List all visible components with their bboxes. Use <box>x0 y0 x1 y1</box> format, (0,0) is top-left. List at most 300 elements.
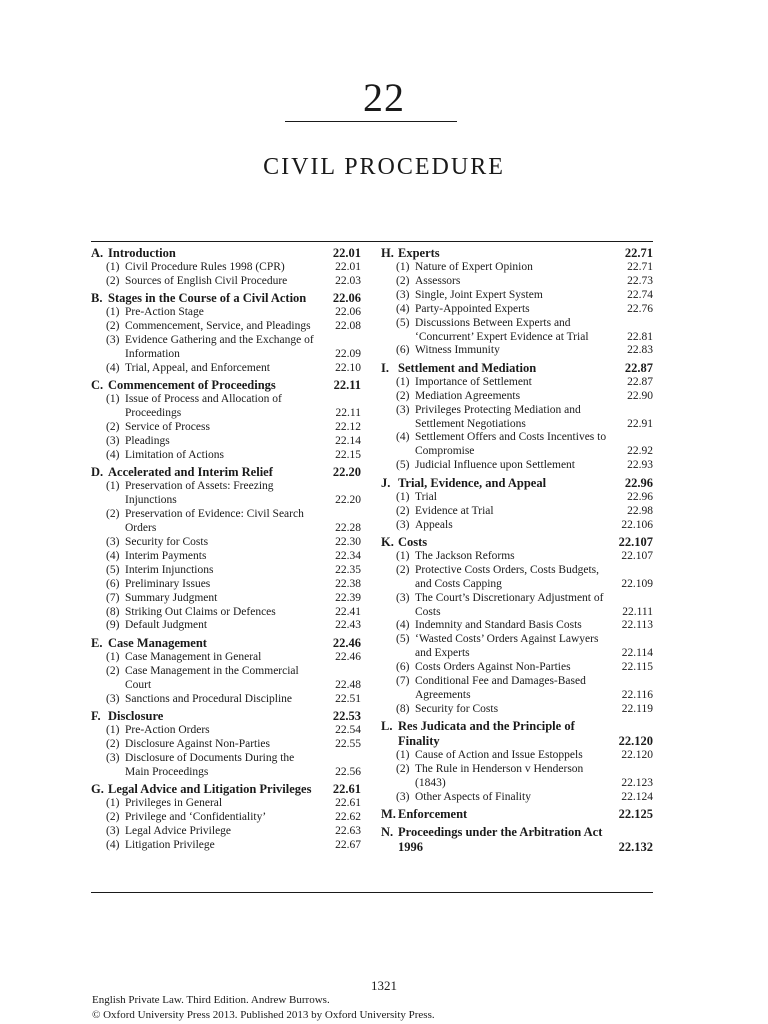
toc-subsection-entry <box>91 606 361 620</box>
toc-subsection-entry <box>91 578 361 592</box>
toc-entry-text <box>91 651 319 665</box>
toc-entry-text <box>91 508 319 536</box>
toc-section-heading <box>381 361 653 376</box>
toc-entry-title: Other Aspects of Finality <box>415 791 531 803</box>
toc-subsection-entry <box>381 289 653 303</box>
toc-section-letter: K. <box>381 534 394 549</box>
toc-entry-text <box>91 797 319 811</box>
toc-entry-title: Disclosure <box>108 708 164 723</box>
toc-paragraph-number: 22.106 <box>621 518 653 531</box>
toc-subsection-number: (1) <box>106 480 120 493</box>
toc-entry-text <box>91 636 319 651</box>
toc-subsection-entry <box>91 480 361 508</box>
toc-entry-text <box>381 535 611 550</box>
toc-entry-text <box>91 275 319 289</box>
toc-entry-title: Case Management in General <box>125 650 262 663</box>
toc-section-letter: D. <box>91 465 104 480</box>
toc-section-letter: N. <box>381 824 394 839</box>
toc-entry-title: Nature of Expert Opinion <box>415 261 533 273</box>
toc-subsection-number: (6) <box>106 577 120 590</box>
toc-paragraph-number: 22.61 <box>332 782 361 797</box>
toc-paragraph-number: 22.92 <box>627 445 653 458</box>
toc-subsection-entry <box>91 752 361 780</box>
toc-paragraph-number: 22.20 <box>335 494 361 507</box>
toc-paragraph-number: 22.06 <box>332 291 361 306</box>
toc-subsection-number: (4) <box>396 302 410 315</box>
toc-entry-text <box>91 738 319 752</box>
toc-entry-title: Privilege and ‘Confidentiality’ <box>125 811 267 823</box>
toc-paragraph-number: 22.116 <box>621 688 653 701</box>
toc-entry-title: Issue of Process and Allocation of Proceedings <box>125 393 282 420</box>
toc-subsection-entry <box>381 431 653 459</box>
toc-subsection-number: (3) <box>106 692 120 705</box>
footer-line-2: © Oxford University Press 2013. Published 2013 by Oxford University Press. <box>92 1009 435 1021</box>
toc-entry-text <box>381 344 611 358</box>
toc-subsection-entry <box>91 665 361 693</box>
toc-subsection-entry <box>381 564 653 592</box>
toc-entry-title: Importance of Settlement <box>415 375 532 388</box>
toc-entry-text <box>91 261 319 275</box>
toc-entry-title: Case Management <box>108 635 207 650</box>
toc-paragraph-number: 22.124 <box>621 791 653 803</box>
toc-paragraph-number: 22.73 <box>627 274 653 287</box>
toc-entry-text <box>381 289 611 303</box>
toc-entry-text <box>381 317 611 345</box>
toc-entry-title: Sanctions and Procedural Discipline <box>125 692 293 705</box>
toc-top-rule <box>91 241 653 242</box>
toc-subsection-entry <box>381 791 653 805</box>
toc-entry-text <box>91 306 319 320</box>
toc-subsection-entry <box>381 344 653 358</box>
toc-section-letter: M. <box>381 807 396 822</box>
toc-paragraph-number: 22.15 <box>335 448 361 461</box>
toc-entry-title: Disclosure Against Non-Parties <box>125 737 271 750</box>
toc-subsection-number: (4) <box>106 361 120 374</box>
toc-entry-title: Interim Payments <box>125 549 207 562</box>
toc-entry-title: Witness Immunity <box>415 344 500 357</box>
toc-entry-text <box>91 536 319 550</box>
toc-entry-text <box>91 378 319 393</box>
toc-entry-title: Enforcement <box>398 807 468 822</box>
toc-section-letter: A. <box>91 246 104 260</box>
toc-entry-text <box>381 491 611 505</box>
toc-paragraph-number: 22.39 <box>335 591 361 604</box>
toc-subsection-number: (4) <box>106 838 120 851</box>
toc-paragraph-number: 22.28 <box>335 522 361 535</box>
toc-subsection-entry <box>381 390 653 404</box>
toc-paragraph-number: 22.93 <box>627 459 653 472</box>
toc-subsection-number: (2) <box>106 274 120 287</box>
toc-entry-text <box>381 404 611 432</box>
toc-subsection-number: (3) <box>396 591 410 604</box>
toc-section-letter: E. <box>91 635 103 650</box>
toc-paragraph-number: 22.12 <box>335 421 361 434</box>
toc-subsection-entry <box>381 275 653 289</box>
toc-subsection-number: (1) <box>106 723 120 736</box>
toc-entry-text <box>91 449 319 463</box>
toc-subsection-number: (9) <box>106 619 120 632</box>
toc-entry-text <box>381 703 611 717</box>
toc-entry-title: Summary Judgment <box>125 591 218 604</box>
toc-paragraph-number: 22.81 <box>627 330 653 343</box>
toc-paragraph-number: 22.38 <box>335 577 361 590</box>
toc-subsection-entry <box>381 519 653 533</box>
toc-paragraph-number: 22.63 <box>335 824 361 837</box>
toc-entry-text <box>381 476 611 491</box>
toc-subsection-entry <box>381 592 653 620</box>
toc-paragraph-number: 22.35 <box>335 563 361 576</box>
toc-subsection-entry <box>91 825 361 839</box>
toc-subsection-number: (1) <box>396 549 410 562</box>
toc-subsection-entry <box>91 592 361 606</box>
toc-entry-text <box>91 550 319 564</box>
toc-subsection-entry <box>91 435 361 449</box>
toc-entry-title: Evidence Gathering and the Exchange of Information <box>125 334 314 361</box>
toc-subsection-number: (1) <box>106 393 120 406</box>
toc-section-letter: G. <box>91 782 104 797</box>
toc-entry-title: Res Judicata and the Principle of Finality <box>398 719 575 749</box>
toc-entry-title: Costs <box>398 534 428 549</box>
toc-subsection-number: (2) <box>106 737 120 750</box>
toc-section-heading <box>381 246 653 261</box>
toc-subsection-number: (3) <box>396 791 410 803</box>
toc-subsection-number: (2) <box>106 320 120 333</box>
toc-entry-title: Case Management in the Commercial Court <box>125 664 299 691</box>
toc-entry-title: Stages in the Course of a Civil Action <box>108 291 307 306</box>
toc-paragraph-number: 22.09 <box>335 348 361 361</box>
toc-entry-title: Sources of English Civil Procedure <box>125 274 288 287</box>
toc-paragraph-number: 22.43 <box>335 619 361 632</box>
toc-entry-title: Striking Out Claims or Defences <box>125 605 276 618</box>
toc-entry-title: Legal Advice and Litigation Privileges <box>108 782 312 797</box>
toc-subsection-entry <box>381 703 653 717</box>
toc-paragraph-number: 22.109 <box>621 577 653 590</box>
toc-paragraph-number: 22.123 <box>621 777 653 790</box>
toc-subsection-number: (2) <box>396 274 410 287</box>
chapter-number: 22 <box>363 75 405 120</box>
toc-paragraph-number: 22.96 <box>627 490 653 503</box>
toc-entry-text <box>91 825 319 839</box>
toc-subsection-entry <box>381 404 653 432</box>
toc-entry-title: Experts <box>398 246 440 260</box>
toc-entry-title: Pleadings <box>125 435 170 448</box>
toc-subsection-entry <box>91 536 361 550</box>
toc-paragraph-number: 22.71 <box>624 246 653 260</box>
toc-paragraph-number: 22.20 <box>332 465 361 480</box>
toc-entry-text <box>381 807 611 822</box>
toc-paragraph-number: 22.51 <box>335 692 361 705</box>
toc-entry-text <box>381 791 611 805</box>
toc-paragraph-number: 22.41 <box>335 605 361 618</box>
toc-subsection-entry <box>91 362 361 376</box>
toc-paragraph-number: 22.61 <box>335 797 361 810</box>
toc-entry-title: Pre-Action Stage <box>125 306 204 319</box>
toc-section-heading <box>381 535 653 550</box>
toc-entry-text <box>381 825 611 855</box>
toc-section-heading <box>381 825 653 855</box>
toc-subsection-number: (3) <box>396 288 410 301</box>
toc-section-heading <box>381 476 653 491</box>
toc-subsection-entry <box>381 633 653 661</box>
toc-entry-text <box>381 390 611 404</box>
toc-entry-title: Evidence at Trial <box>415 504 494 517</box>
toc-paragraph-number: 22.120 <box>621 749 653 762</box>
toc-paragraph-number: 22.76 <box>627 302 653 315</box>
toc-section-heading <box>91 465 361 480</box>
toc-paragraph-number: 22.48 <box>335 678 361 691</box>
toc-subsection-number: (4) <box>106 448 120 461</box>
toc-entry-text <box>381 749 611 763</box>
toc-entry-title: The Court’s Discretionary Adjustment of Costs <box>415 591 604 618</box>
toc-subsection-entry <box>91 421 361 435</box>
toc-paragraph-number: 22.30 <box>335 536 361 548</box>
toc-entry-text <box>91 291 319 306</box>
toc-entry-text <box>381 376 611 390</box>
toc-entry-text <box>91 811 319 825</box>
toc-entry-title: The Jackson Reforms <box>415 549 515 562</box>
toc-subsection-number: (2) <box>396 763 410 776</box>
toc-subsection-entry <box>91 651 361 665</box>
toc-subsection-entry <box>91 797 361 811</box>
toc-entry-text <box>381 519 611 533</box>
toc-entry-title: Appeals <box>415 518 453 531</box>
toc-subsection-number: (6) <box>396 344 410 357</box>
toc-entry-text <box>91 393 319 421</box>
toc-entry-title: Disclosure of Documents During the Main Proceedings <box>125 751 295 778</box>
toc-subsection-number: (1) <box>396 490 410 503</box>
toc-subsection-number: (1) <box>106 650 120 663</box>
toc-entry-text <box>381 303 611 317</box>
toc-section-letter: H. <box>381 246 394 260</box>
toc-section-heading <box>91 636 361 651</box>
toc-paragraph-number: 22.34 <box>335 549 361 562</box>
toc-bottom-rule <box>91 892 653 893</box>
toc-entry-text <box>91 782 319 797</box>
toc-paragraph-number: 22.115 <box>621 661 653 674</box>
toc-entry-text <box>91 362 319 376</box>
toc-paragraph-number: 22.11 <box>333 378 361 393</box>
toc-subsection-number: (1) <box>106 306 120 319</box>
toc-subsection-number: (2) <box>106 811 120 823</box>
toc-subsection-number: (3) <box>106 824 120 837</box>
toc-section-heading <box>91 709 361 724</box>
toc-entry-text <box>91 592 319 606</box>
toc-subsection-entry <box>381 675 653 703</box>
toc-entry-text <box>91 752 319 780</box>
toc-entry-title: Pre-Action Orders <box>125 723 210 736</box>
toc-entry-text <box>381 246 611 261</box>
toc-paragraph-number: 22.56 <box>335 765 361 778</box>
toc-entry-title: Costs Orders Against Non-Parties <box>415 661 571 674</box>
toc-entry-title: Discussions Between Experts and ‘Concurrent’ Expert Evidence at Trial <box>415 316 589 343</box>
toc-paragraph-number: 22.132 <box>618 839 653 854</box>
toc-entry-text <box>91 693 319 707</box>
toc-subsection-entry <box>381 303 653 317</box>
toc-entry-title: Legal Advice Privilege <box>125 824 232 837</box>
toc-entry-title: Judicial Influence upon Settlement <box>415 459 575 472</box>
toc-entry-title: Mediation Agreements <box>415 389 521 402</box>
toc-paragraph-number: 22.67 <box>335 838 361 851</box>
toc-section-heading <box>91 291 361 306</box>
toc-paragraph-number: 22.55 <box>335 737 361 750</box>
toc-paragraph-number: 22.87 <box>624 360 653 375</box>
toc-entry-title: Party-Appointed Experts <box>415 302 530 315</box>
toc-paragraph-number: 22.06 <box>335 306 361 319</box>
toc-entry-text <box>91 435 319 449</box>
toc-subsection-number: (2) <box>396 389 410 402</box>
toc-paragraph-number: 22.114 <box>621 647 653 660</box>
toc-entry-text <box>91 480 319 508</box>
toc-subsection-number: (5) <box>106 563 120 576</box>
toc-paragraph-number: 22.119 <box>621 702 653 715</box>
toc-entry-text <box>381 564 611 592</box>
toc-section-heading <box>91 782 361 797</box>
toc-entry-title: Privileges Protecting Mediation and Settlement Negotiations <box>415 403 581 430</box>
toc-subsection-number: (4) <box>396 619 410 632</box>
toc-paragraph-number: 22.46 <box>335 650 361 663</box>
toc-entry-text <box>91 421 319 435</box>
toc-entry-title: Security for Costs <box>125 536 209 548</box>
toc-entry-text <box>91 334 319 362</box>
toc-entry-text <box>381 459 611 473</box>
toc-column-right <box>381 246 653 855</box>
toc-subsection-entry <box>381 505 653 519</box>
toc-subsection-entry <box>381 317 653 345</box>
toc-entry-title: Default Judgment <box>125 619 208 632</box>
toc-entry-text <box>91 246 319 261</box>
toc-entry-text <box>91 564 319 578</box>
toc-entry-text <box>381 431 611 459</box>
toc-subsection-number: (3) <box>106 334 120 347</box>
toc-entry-text <box>381 619 611 633</box>
toc-entry-text <box>91 839 319 853</box>
toc-paragraph-number: 22.01 <box>332 246 361 260</box>
toc-subsection-entry <box>91 564 361 578</box>
toc-subsection-number: (1) <box>106 261 120 273</box>
toc-section-letter: L. <box>381 719 393 734</box>
toc-subsection-number: (8) <box>106 605 120 618</box>
toc-subsection-number: (2) <box>396 563 410 576</box>
toc-entry-title: Single, Joint Expert System <box>415 288 543 301</box>
toc-entry-text <box>91 320 319 334</box>
toc-subsection-entry <box>381 619 653 633</box>
toc-entry-title: Cause of Action and Issue Estoppels <box>415 749 583 762</box>
toc-subsection-entry <box>381 491 653 505</box>
toc-entry-text <box>91 665 319 693</box>
toc-entry-title: Commencement, Service, and Pleadings <box>125 320 311 333</box>
toc-entry-text <box>381 719 611 749</box>
toc-paragraph-number: 22.11 <box>335 407 361 420</box>
toc-subsection-entry <box>381 459 653 473</box>
toc-subsection-entry <box>91 693 361 707</box>
toc-entry-text <box>381 763 611 791</box>
toc-entry-title: Preservation of Evidence: Civil Search Orders <box>125 508 304 535</box>
toc-paragraph-number: 22.113 <box>621 619 653 632</box>
toc-section-heading <box>91 378 361 393</box>
toc-entry-text <box>381 592 611 620</box>
toc-subsection-number: (2) <box>106 664 120 677</box>
toc-paragraph-number: 22.71 <box>627 261 653 273</box>
toc-subsection-number: (4) <box>396 431 410 444</box>
toc-paragraph-number: 22.10 <box>335 361 361 374</box>
toc-entry-text <box>381 633 611 661</box>
toc-subsection-entry <box>91 261 361 275</box>
toc-subsection-number: (7) <box>106 591 120 604</box>
toc-column-left <box>91 246 361 853</box>
toc-subsection-entry <box>91 275 361 289</box>
toc-subsection-number: (1) <box>396 749 410 762</box>
toc-entry-text <box>91 619 319 633</box>
toc-subsection-entry <box>91 306 361 320</box>
toc-entry-title: Litigation Privilege <box>125 838 215 851</box>
toc-subsection-number: (5) <box>396 459 410 472</box>
toc-paragraph-number: 22.111 <box>622 605 653 618</box>
toc-entry-title: Trial, Evidence, and Appeal <box>398 475 547 490</box>
toc-entry-title: Settlement and Mediation <box>398 360 537 375</box>
toc-paragraph-number: 22.01 <box>335 261 361 273</box>
toc-subsection-number: (2) <box>106 421 120 434</box>
toc-entry-title: Accelerated and Interim Relief <box>108 465 273 480</box>
toc-subsection-entry <box>91 393 361 421</box>
toc-paragraph-number: 22.91 <box>627 417 653 430</box>
footer-line-1: English Private Law. Third Edition. Andrew Burrows. <box>92 994 330 1006</box>
toc-paragraph-number: 22.53 <box>332 708 361 723</box>
toc-subsection-number: (5) <box>396 316 410 329</box>
toc-paragraph-number: 22.62 <box>335 811 361 823</box>
toc-subsection-entry <box>381 763 653 791</box>
toc-paragraph-number: 22.87 <box>627 375 653 388</box>
toc-paragraph-number: 22.120 <box>618 734 653 749</box>
toc-entry-text <box>91 709 319 724</box>
toc-section-letter: B. <box>91 291 103 306</box>
toc-entry-text <box>91 724 319 738</box>
toc-entry-title: Settlement Offers and Costs Incentives to Compromise <box>415 431 607 458</box>
toc-subsection-entry <box>91 839 361 853</box>
toc-subsection-entry <box>91 550 361 564</box>
toc-section-heading <box>91 246 361 261</box>
toc-subsection-number: (6) <box>396 661 410 674</box>
toc-subsection-number: (3) <box>106 435 120 448</box>
toc-subsection-number: (5) <box>396 633 410 646</box>
toc-subsection-entry <box>91 334 361 362</box>
chapter-title: CIVIL PROCEDURE <box>263 154 505 180</box>
toc-entry-title: Limitation of Actions <box>125 448 225 461</box>
toc-paragraph-number: 22.54 <box>335 723 361 736</box>
toc-subsection-number: (4) <box>106 549 120 562</box>
toc-entry-title: Protective Costs Orders, Costs Budgets, and Costs Capping <box>415 563 599 590</box>
toc-subsection-number: (3) <box>396 518 410 531</box>
toc-paragraph-number: 22.107 <box>621 549 653 562</box>
toc-subsection-number: (3) <box>396 403 410 416</box>
toc-paragraph-number: 22.90 <box>627 389 653 402</box>
toc-entry-title: Introduction <box>108 246 176 260</box>
toc-subsection-number: (3) <box>106 751 120 764</box>
toc-subsection-entry <box>381 550 653 564</box>
toc-entry-text <box>91 606 319 620</box>
toc-entry-text <box>381 675 611 703</box>
toc-entry-title: Conditional Fee and Damages-Based Agreements <box>415 675 586 701</box>
toc-entry-title: ‘Wasted Costs’ Orders Against Lawyers and Experts <box>415 633 599 660</box>
toc-entry-title: Indemnity and Standard Basis Costs <box>415 619 582 632</box>
toc-paragraph-number: 22.98 <box>627 504 653 517</box>
toc-entry-text <box>381 261 611 275</box>
toc-subsection-entry <box>91 811 361 825</box>
toc-paragraph-number: 22.03 <box>335 274 361 287</box>
toc-section-heading <box>381 719 653 749</box>
chapter-rule <box>285 121 457 122</box>
toc-paragraph-number: 22.107 <box>618 534 653 549</box>
toc-entry-title: Trial <box>415 490 437 503</box>
